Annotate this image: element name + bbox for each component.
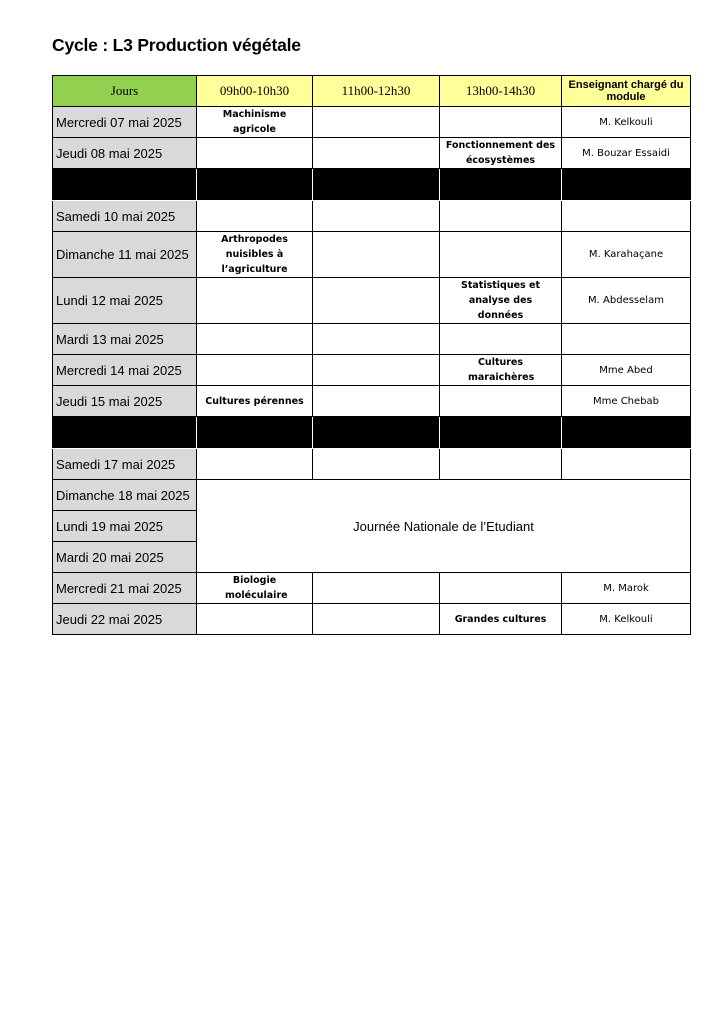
teacher-cell: M. Kelkouli [562, 604, 691, 635]
course-slot-1 [197, 201, 313, 232]
day-cell: Dimanche 11 mai 2025 [53, 232, 197, 278]
header-jours: Jours [53, 76, 197, 107]
course-slot-3 [440, 386, 562, 417]
day-cell: Jeudi 15 mai 2025 [53, 386, 197, 417]
course-slot-2 [313, 573, 440, 604]
course-slot-2 [313, 324, 440, 355]
day-cell: Samedi 17 mai 2025 [53, 449, 197, 480]
course-slot-3 [440, 324, 562, 355]
national-day-cell: Journée Nationale de l’Etudiant [197, 480, 691, 573]
course-slot-3: Fonctionnement des écosystèmes [440, 138, 562, 169]
course-slot-3: Cultures maraichères [440, 355, 562, 386]
table-row [53, 604, 691, 635]
table-row [53, 355, 691, 386]
teacher-cell [562, 449, 691, 480]
day-cell: Mercredi 14 mai 2025 [53, 355, 197, 386]
schedule-table [52, 75, 691, 635]
table-row [53, 324, 691, 355]
course-slot-2 [313, 278, 440, 324]
page-title: Cycle : L3 Production végétale [52, 35, 301, 55]
course-slot-1: Machinisme agricole [197, 107, 313, 138]
course-slot-1: Biologie moléculaire [197, 573, 313, 604]
course-slot-1 [197, 449, 313, 480]
course-slot-2 [313, 449, 440, 480]
table-row [53, 201, 691, 232]
teacher-cell: M. Abdesselam [562, 278, 691, 324]
course-slot-3 [440, 573, 562, 604]
teacher-cell: Mme Chebab [562, 386, 691, 417]
course-slot-1 [197, 138, 313, 169]
day-cell: Jeudi 08 mai 2025 [53, 138, 197, 169]
course-slot-3 [440, 201, 562, 232]
separator-row [53, 169, 691, 201]
course-slot-2 [313, 201, 440, 232]
day-cell: Jeudi 22 mai 2025 [53, 604, 197, 635]
course-slot-1 [197, 355, 313, 386]
course-slot-2 [313, 232, 440, 278]
teacher-cell: M. Karahaçane [562, 232, 691, 278]
course-slot-3: Statistiques et analyse des données [440, 278, 562, 324]
header-slot-2: 11h00-12h30 [313, 76, 440, 107]
table-row [53, 480, 691, 511]
separator-row [53, 417, 691, 449]
teacher-cell: M. Marok [562, 573, 691, 604]
header-slot-3: 13h00-14h30 [440, 76, 562, 107]
table-row [53, 386, 691, 417]
header-row [53, 76, 691, 107]
day-cell: Samedi 10 mai 2025 [53, 201, 197, 232]
teacher-cell [562, 324, 691, 355]
course-slot-2 [313, 107, 440, 138]
course-slot-2 [313, 355, 440, 386]
day-cell: Lundi 12 mai 2025 [53, 278, 197, 324]
header-slot-1: 09h00-10h30 [197, 76, 313, 107]
day-cell: Mardi 13 mai 2025 [53, 324, 197, 355]
course-slot-3 [440, 107, 562, 138]
table-row [53, 138, 691, 169]
course-slot-1: Arthropodes nuisibles à l’agriculture [197, 232, 313, 278]
day-cell: Mercredi 21 mai 2025 [53, 573, 197, 604]
day-cell: Mardi 20 mai 2025 [53, 542, 197, 573]
teacher-cell [562, 201, 691, 232]
day-cell: Lundi 19 mai 2025 [53, 511, 197, 542]
header-teacher: Enseignant chargé du module [562, 76, 691, 107]
table-row [53, 449, 691, 480]
course-slot-2 [313, 604, 440, 635]
teacher-cell: Mme Abed [562, 355, 691, 386]
course-slot-2 [313, 386, 440, 417]
course-slot-3: Grandes cultures [440, 604, 562, 635]
table-row [53, 107, 691, 138]
course-slot-1 [197, 278, 313, 324]
table-row [53, 232, 691, 278]
course-slot-1 [197, 604, 313, 635]
course-slot-1 [197, 324, 313, 355]
day-cell: Mercredi 07 mai 2025 [53, 107, 197, 138]
teacher-cell: M. Bouzar Essaidi [562, 138, 691, 169]
day-cell: Dimanche 18 mai 2025 [53, 480, 197, 511]
course-slot-2 [313, 138, 440, 169]
course-slot-3 [440, 449, 562, 480]
teacher-cell: M. Kelkouli [562, 107, 691, 138]
course-slot-1: Cultures pérennes [197, 386, 313, 417]
table-row [53, 573, 691, 604]
table-row [53, 278, 691, 324]
course-slot-3 [440, 232, 562, 278]
